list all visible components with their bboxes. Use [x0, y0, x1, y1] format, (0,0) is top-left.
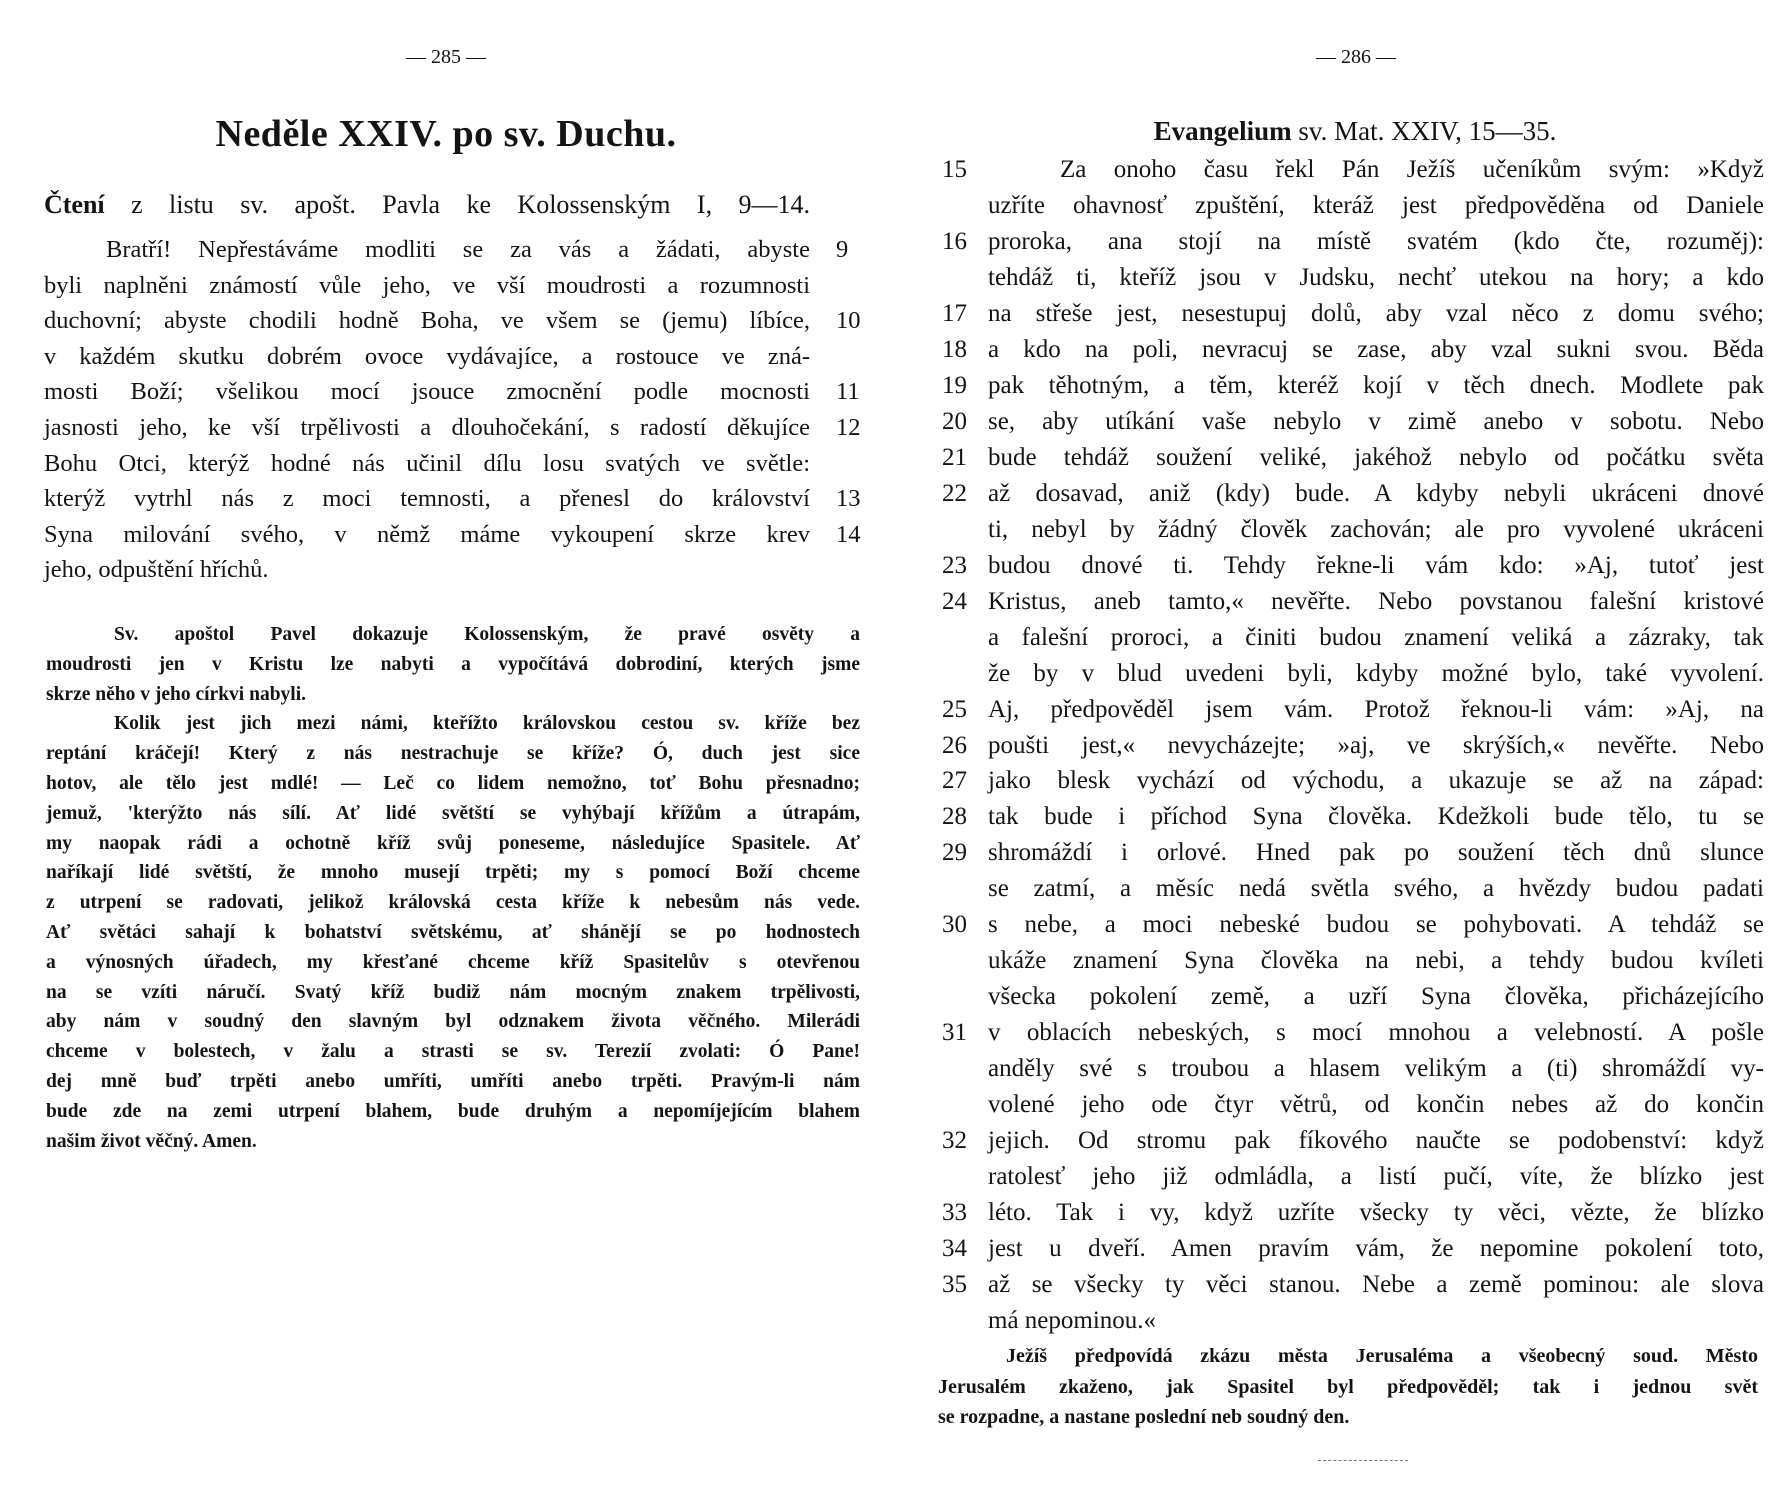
text-line [988, 1303, 1764, 1339]
text-line [988, 188, 1764, 224]
text-line [988, 1051, 1764, 1087]
verse-number: 25 [942, 695, 967, 723]
text-line [46, 620, 860, 650]
text-line [938, 1341, 1758, 1372]
verse-number: 29 [942, 839, 967, 867]
line-text: Kristus, aneb tamto,« nevěřte. Nebo povstanou falešní kristové [988, 587, 1764, 615]
text-line [942, 835, 1764, 871]
text-line [44, 517, 861, 553]
line-text: chceme v bolestech, v žalu a strasti se sv. Terezií zvolati: Ó Pane! [46, 1041, 860, 1063]
text-line [46, 918, 860, 948]
text-line [46, 739, 860, 769]
line-text: aby nám v soudný den slavným byl odznakem života věčného. Milerádi [46, 1011, 860, 1033]
verse-number: 11 [836, 378, 860, 406]
text-line [44, 410, 861, 446]
text-line [46, 888, 860, 918]
text-line [46, 650, 860, 680]
verse-number: 21 [942, 443, 967, 471]
text-line [942, 1195, 1764, 1231]
line-text: jeho, odpuštění hříchů. [44, 556, 269, 584]
line-text: tak bude i příchod Syna člověka. Kdežkoli bude tělo, tu se [988, 803, 1764, 831]
text-line [44, 374, 860, 410]
line-text: my naopak rádi a ochotně kříž svůj poneseme, následujíce Spasitele. Ať [46, 832, 860, 854]
line-text: jako blesk vychází od východu, a ukazuje se až na západ: [988, 767, 1764, 795]
text-line [44, 552, 810, 588]
text-line [942, 907, 1764, 943]
line-text: v oblacích nebeských, s mocí mnohou a velebností. A pošle [988, 1019, 1764, 1047]
line-text: a výnosných úřadech, my křesťané chceme kříž Spasitelův s otevřenou [46, 951, 860, 973]
text-line [46, 799, 860, 829]
verse-number: 12 [836, 413, 861, 441]
heading-rest: sv. Mat. XXIV, 15—35. [1291, 116, 1557, 146]
verse-number: 24 [942, 587, 967, 615]
verse-number: 10 [836, 307, 861, 335]
text-line [46, 858, 860, 888]
verse-number: 34 [942, 1235, 967, 1263]
text-line [988, 871, 1764, 907]
text-line [46, 978, 860, 1008]
line-text: mosti Boží; všelikou mocí jsouce zmocnění podle mocnosti [44, 378, 810, 406]
page-number-left: — 285 — [406, 46, 486, 68]
text-line [942, 1231, 1764, 1267]
line-text: duchovní; abyste chodili hodně Boha, ve všem se (jemu) líbíce, [44, 307, 810, 335]
line-text: jemuž, 'kterýžto nás sílí. Ať lidé světští se vyhýbají křížům a útrapám, [46, 802, 860, 824]
text-line [942, 1015, 1764, 1051]
left-page-subtitle [44, 190, 810, 220]
text-line [988, 1087, 1764, 1123]
verse-number: 9 [836, 236, 849, 263]
text-line [938, 1372, 1758, 1403]
end-mark-divider [1318, 1460, 1408, 1463]
text-line [988, 1159, 1764, 1195]
text-line [46, 1037, 860, 1067]
line-text: skrze něho v jeho církvi nabyli. [46, 683, 307, 705]
line-text: má nepominou.« [988, 1307, 1157, 1334]
verse-number: 35 [942, 1271, 967, 1299]
verse-number: 27 [942, 767, 967, 795]
left-commentary [46, 620, 860, 1156]
line-text: na střeše jest, nesestupuj dolů, aby vzal něco z domu svého; [988, 299, 1764, 327]
line-text: Jerusalém zkaženo, jak Spasitel byl předpověděl; tak i jednou svět [938, 1375, 1758, 1398]
verse-number: 13 [836, 485, 861, 513]
line-text: jejich. Od stromu pak fíkového naučte se podobenství: když [988, 1127, 1764, 1155]
line-text: ratolesť jeho již odmládla, a listí pučí, víte, že blízko jest [988, 1163, 1764, 1191]
text-line [46, 769, 860, 799]
line-text: v každém skutku dobrém ovoce vydávajíce, a rostouce ve zná- [44, 342, 810, 370]
line-text: a kdo na poli, nevracuj se zase, aby vzal sukni svou. Běda [988, 335, 1764, 363]
verse-number: 30 [942, 911, 967, 939]
text-line [988, 943, 1764, 979]
text-line [46, 948, 860, 978]
text-line [942, 584, 1764, 620]
line-text: z utrpení se radovati, jelikož královská cesta kříže k nebesům nás vede. [46, 892, 860, 914]
heading-bold: Evangelium [1153, 116, 1292, 146]
text-line [44, 303, 861, 339]
verse-number: 20 [942, 407, 967, 435]
text-line [942, 296, 1764, 332]
line-text: uzříte ohavnosť zpuštění, kteráž jest předpověděna od Daniele [988, 191, 1764, 219]
verse-number: 14 [836, 520, 861, 548]
subtitle-bold: Čtení [44, 190, 105, 219]
text-line [942, 152, 1764, 188]
line-text: všecka pokolení země, a uzří Syna člověka, přicházejícího [988, 983, 1764, 1011]
line-text: bude tehdáž soužení veliké, jakéhož nebylo od počátku světa [988, 443, 1764, 471]
left-page-title: Neděle XXIV. po sv. Duchu. [215, 113, 677, 155]
right-page-heading [1000, 116, 1710, 147]
line-text: léto. Tak i vy, když uzříte všecky ty věci, vězte, že blízko [988, 1199, 1764, 1227]
line-text: volené jeho ode čtyr větrů, od končin nebes až do končin [988, 1091, 1764, 1119]
subtitle-rest: z listu sv. apošt. Pavla ke Kolossenským I, 9—14. [104, 190, 810, 219]
line-text: Sv. apoštol Pavel dokazuje Kolossenským, že pravé osvěty a [114, 624, 860, 645]
text-line [46, 1127, 860, 1157]
text-line [44, 339, 810, 375]
line-text: ukáže znamení Syna člověka na nebi, a tehdy budou kvíleti [988, 947, 1764, 975]
text-line [44, 446, 810, 482]
text-line [942, 1123, 1764, 1159]
text-line [988, 656, 1764, 692]
line-text: Bohu Otci, kterýž hodné nás učinil dílu losu svatých ve světle: [44, 449, 810, 477]
text-line [46, 829, 860, 859]
line-text: dej mně buď trpěti anebo umříti, umříti anebo trpěti. Pravým-li nám [46, 1070, 860, 1092]
text-line [988, 260, 1764, 296]
line-text: poušti jest,« nevycházejte; »aj, ve skrýších,« nevěřte. Nebo [988, 731, 1764, 759]
verse-number: 17 [942, 299, 967, 327]
verse-number: 15 [942, 156, 967, 183]
text-line [942, 332, 1764, 368]
text-line [942, 224, 1764, 260]
text-line [942, 728, 1764, 764]
text-line [942, 440, 1764, 476]
line-text: pak těhotným, a těm, kteréž kojí v těch dnech. Modlete pak [988, 371, 1764, 399]
text-line [942, 799, 1764, 835]
line-text: hotov, ale tělo jest mdlé! — Leč co lidem nemožno, toť Bohu přesnadno; [46, 772, 860, 794]
text-line [942, 763, 1764, 799]
line-text: jasnosti jeho, ke vší trpělivosti a dlouhočekání, s radostí děkujíce [44, 413, 810, 441]
text-line [942, 1267, 1764, 1303]
text-line [46, 1097, 860, 1127]
text-line [942, 692, 1764, 728]
line-text: ti, nebyl by žádný člověk zachován; ale pro vyvolené ukráceni [988, 515, 1764, 543]
right-commentary [938, 1341, 1758, 1433]
text-line [988, 979, 1764, 1015]
text-line [44, 232, 849, 268]
line-text: jest u dveří. Amen pravím vám, že nepomine pokolení toto, [988, 1235, 1764, 1263]
line-text: shromáždí i orlové. Hned pak po soužení těch dnů slunce [988, 839, 1764, 867]
line-text: bude zde na zemi utrpení blahem, bude druhým a nepomíjejícím blahem [46, 1100, 860, 1122]
verse-number: 23 [942, 551, 967, 579]
text-line [942, 404, 1764, 440]
text-line [988, 620, 1764, 656]
verse-number: 16 [942, 227, 967, 255]
line-text: až dosavad, aniž (kdy) bude. A kdyby nebyli ukráceni dnové [988, 479, 1764, 507]
verse-number: 31 [942, 1019, 967, 1047]
line-text: byli naplněni známostí vůle jeho, ve vší moudrosti a rozumnosti [44, 271, 810, 299]
line-text: se, aby utíkání vaše nebylo v zimě anebo v sobotu. Nebo [988, 407, 1764, 435]
line-text: naříkají lidé světští, že mnoho musejí trpěti; my s pomocí Boží chceme [46, 862, 860, 884]
line-text: proroka, ana stojí na místě svatém (kdo čte, rozuměj): [988, 227, 1764, 255]
verse-number: 19 [942, 371, 967, 399]
line-text: a falešní proroci, a činiti budou znamení veliká a zázraky, tak [988, 623, 1764, 651]
line-text: moudrosti jen v Kristu lze nabyti a vypočítává dobrodiní, kterých jsme [46, 653, 860, 675]
text-line [938, 1402, 1758, 1433]
line-text: se rozpadne, a nastane poslední neb soudný den. [938, 1406, 1350, 1428]
verse-number: 22 [942, 479, 967, 507]
line-text: Ježíš předpovídá zkázu města Jerusaléma a všeobecný soud. Město [1006, 1345, 1758, 1367]
page-number-right: — 286 — [1316, 46, 1396, 68]
text-line [44, 268, 810, 304]
line-text: Aj, předpověděl jsem vám. Protož řeknou-li vám: »Aj, na [988, 695, 1764, 723]
line-text: kterýž vytrhl nás z moci temnosti, a přenesl do království [44, 485, 810, 513]
line-text: s nebe, a moci nebeské budou se pohybovati. A tehdáž se [988, 911, 1764, 939]
left-body-text [44, 232, 861, 588]
line-text: na se vzíti náručí. Svatý kříž budiž nám mocným znakem trpělivosti, [46, 981, 860, 1003]
text-line [988, 512, 1764, 548]
text-line [46, 1007, 860, 1037]
line-text: že by v blud uvedeni byli, kdyby možné bylo, také vyvolení. [988, 659, 1764, 687]
text-line [44, 481, 861, 517]
verse-number: 33 [942, 1199, 967, 1227]
text-line [46, 709, 860, 739]
verse-number: 28 [942, 803, 967, 831]
line-text: tehdáž ti, kteříž jsou v Judsku, nechť utekou na hory; a kdo [988, 263, 1764, 291]
line-text: Syna milování svého, v němž máme vykoupení skrze krev [44, 520, 810, 548]
line-text: Za onoho času řekl Pán Ježíš učeníkům svým: »Když [1060, 156, 1764, 183]
right-gospel-text [942, 152, 1764, 1339]
line-text: Ať světáci sahají k bohatství světskému, ať shánějí se po hodnostech [46, 921, 860, 943]
text-line [942, 368, 1764, 404]
line-text: Bratří! Nepřestáváme modliti se za vás a žádati, abyste [106, 236, 810, 263]
line-text: se zatmí, a měsíc nedá světla svého, a hvězdy budou padati [988, 875, 1764, 903]
text-line [942, 548, 1764, 584]
text-line [942, 476, 1764, 512]
line-text: Kolik jest jich mezi námi, kteřížto královskou cestou sv. kříže bez [114, 713, 860, 735]
line-text: reptání kráčejí! Který z nás nestrachuje se kříže? Ó, duch jest sice [46, 743, 860, 765]
verse-number: 18 [942, 335, 967, 363]
line-text: našim život věčný. Amen. [46, 1130, 257, 1152]
verse-number: 26 [942, 731, 967, 759]
text-line [46, 680, 860, 710]
line-text: až se všecky ty věci stanou. Nebe a země pominou: ale slova [988, 1271, 1764, 1299]
verse-number: 32 [942, 1127, 967, 1155]
text-line [46, 1067, 860, 1097]
line-text: budou dnové ti. Tehdy řekne-li vám kdo: »Aj, tutoť jest [988, 551, 1764, 579]
line-text: anděly své s troubou a hlasem velikým a (ti) shromáždí vy- [988, 1055, 1764, 1083]
